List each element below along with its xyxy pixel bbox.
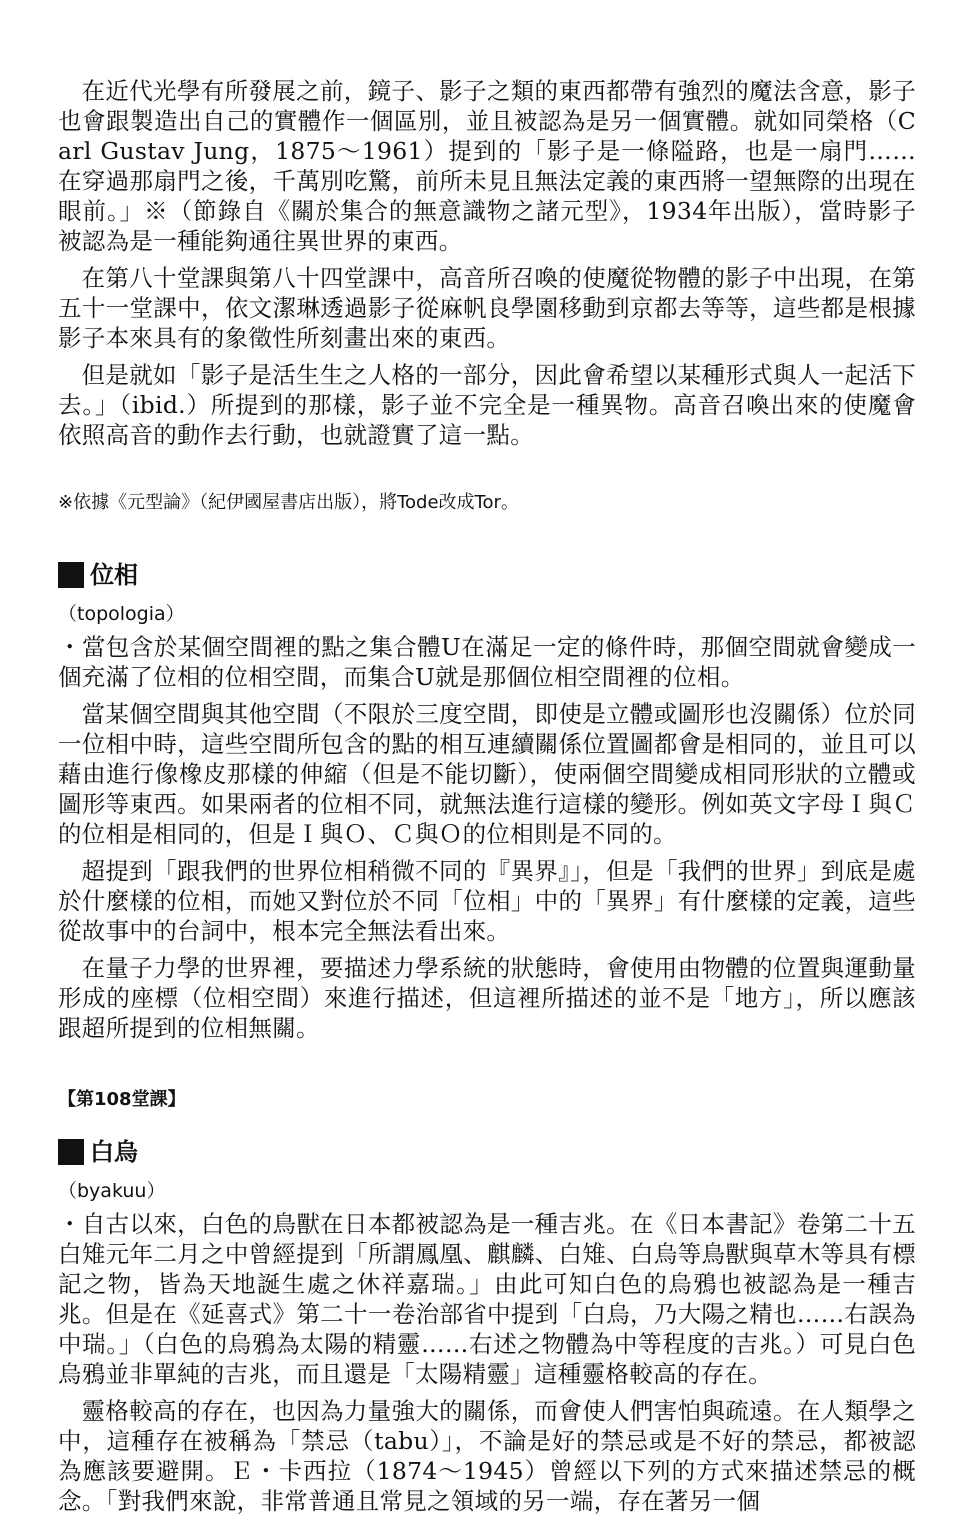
entry-title-topology: 位相 (90, 561, 138, 589)
topology-paragraph-1: ・當包含於某個空間裡的點之集合體U在滿足一定的條件時，那個空間就會變成一個充滿了位相的位相空間，而集合U就是那個位相空間裡的位相。 (58, 633, 916, 691)
intro-paragraph-1: 在近代光學有所發展之前，鏡子、影子之類的東西都帶有強烈的魔法含意，影子也會跟製造出自己的實體作一個區別，並且被認為是另一個實體。就如同榮格（Carl Gustav Jung，1875～1961）提到的「影子是一條隘路，也是一扇門……在穿過那扇門之後，千萬別吃驚，前所未見且無法定義的東西將一望無際的出現在眼前。」※（節錄自《關於集合的無意識物之諸元型》，1934年出版），當時影子被認為是一種能夠通往異世界的東西。 (58, 77, 916, 255)
topology-paragraph-4: 在量子力學的世界裡，要描述力學系統的狀態時，會使用由物體的位置與運動量形成的座標（位相空間）來進行描述，但這裡所描述的並不是「地方」，所以應該跟超所提到的位相無關。 (58, 954, 916, 1042)
footnote: ※依據《元型論》（紀伊國屋書店出版），將Tode改成Tor。 (58, 492, 519, 513)
white-crow-paragraph-2: 靈格較高的存在，也因為力量強大的關係，而會使人們害怕與疏遠。在人類學之中，這種存在被稱為「禁忌（tabu）」，不論是好的禁忌或是不好的禁忌，都被認為應該要避開。Ｅ・卡西拉（1874～1945）曾經以下列的方式來描述禁忌的概念。「對我們來說，非常普通且常見之領域的另一端，存在著另一個 (58, 1397, 916, 1515)
entry-reading-white-crow: （byakuu） (58, 1180, 166, 1202)
intro-paragraph-2: 在第八十堂課與第八十四堂課中，高音所召喚的使魔從物體的影子中出現，在第五十一堂課中，依文潔琳透過影子從麻帆良學園移動到京都去等等，這些都是根據影子本來具有的象徵性所刻畫出來的東西。 (58, 264, 916, 352)
topology-paragraph-3: 超提到「跟我們的世界位相稍微不同的『異界』」，但是「我們的世界」到底是處於什麼樣的位相，而她又對位於不同「位相」中的「異界」有什麼樣的定義，這些從故事中的台詞中，根本完全無法看出來。 (58, 857, 916, 945)
document-page (58, 76, 916, 1523)
heading-square-icon (58, 562, 84, 588)
white-crow-paragraph-1: ・自古以來，白色的鳥獸在日本都被認為是一種吉兆。在《日本書記》卷第二十五白雉元年二月之中曾經提到「所謂鳳凰、麒麟、白雉、白烏等鳥獸與草木等具有標記之物，皆為天地誕生處之休祥嘉瑞。」由此可知白色的烏鴉也被認為是一種吉兆。但是在《延喜式》第二十一卷治部省中提到「白烏，乃大陽之精也……右誤為中瑞。」（白色的烏鴉為太陽的精靈……右述之物體為中等程度的吉兆。）可見白色烏鴉並非單純的吉兆，而且還是「太陽精靈」這種靈格較高的存在。 (58, 1210, 916, 1388)
entry-heading-white-crow (58, 1137, 916, 1167)
lesson-label: 【第108堂課】 (58, 1089, 186, 1110)
intro-paragraph-3: 但是就如「影子是活生生之人格的一部分，因此會希望以某種形式與人一起活下去。」（ibid.）所提到的那樣，影子並不完全是一種異物。高音召喚出來的使魔會依照高音的動作去行動，也就證實了這一點。 (58, 361, 916, 449)
entry-title-white-crow: 白烏 (90, 1138, 138, 1166)
topology-paragraph-2: 當某個空間與其他空間（不限於三度空間，即使是立體或圖形也沒關係）位於同一位相中時，這些空間所包含的點的相互連續關係位置圖都會是相同的，並且可以藉由進行像橡皮那樣的伸縮（但是不能切斷），使兩個空間變成相同形狀的立體或圖形等東西。如果兩者的位相不同，就無法進行這樣的變形。例如英文字母Ｉ與Ｃ的位相是相同的，但是Ｉ與Ｏ、Ｃ與Ｏ的位相則是不同的。 (58, 700, 916, 848)
entry-reading-topology: （topologia） (58, 603, 185, 625)
entry-heading-topology (58, 560, 916, 590)
heading-square-icon (58, 1139, 84, 1165)
